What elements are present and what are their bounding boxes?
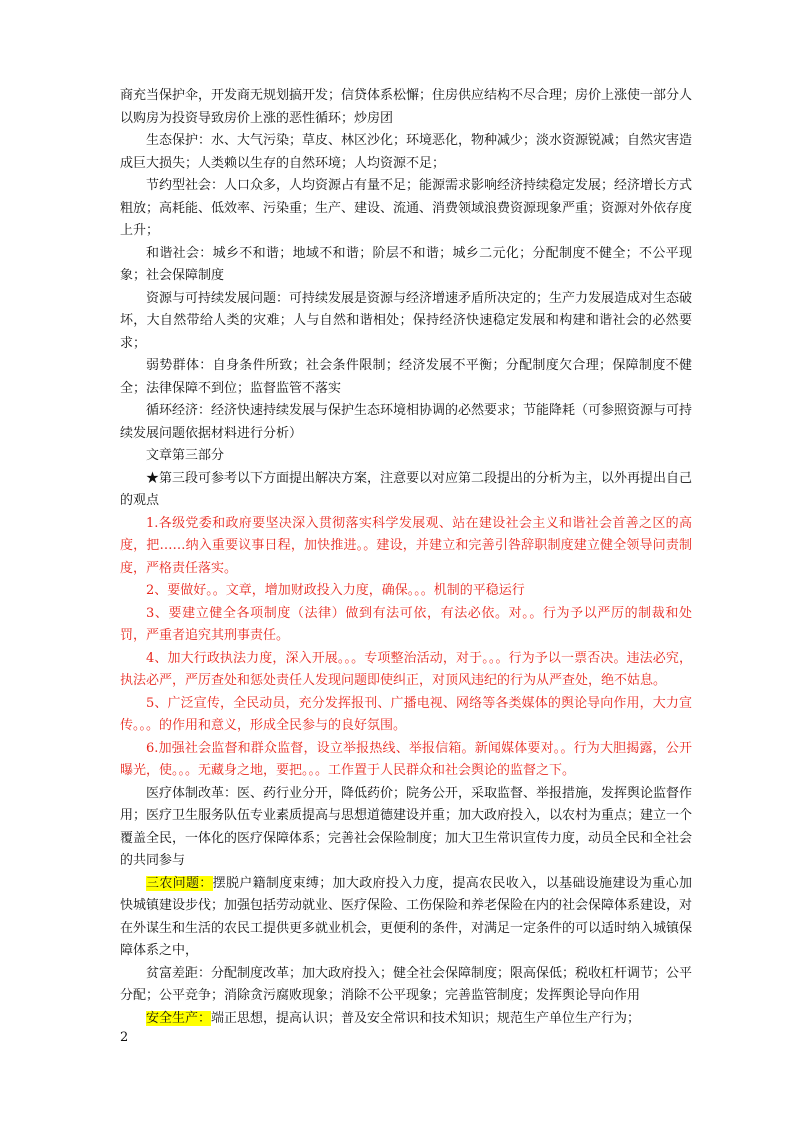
- paragraph-text: 6.加强社会监督和群众监督，设立举报热线、举报信箱。新闻媒体要对。。行为大胆揭露，公开曝光，使。。。无藏身之地，要把。。。工作置于人民群众和社会舆论的监督之下。: [120, 740, 692, 778]
- paragraph-text: 贫富差距：分配制度改革；加大政府投入；健全社会保障制度；限高保低；税收杠杆调节；公平分配；公平竞争；消除贪污腐败现象；消除不公平现象；完善监管制度；发挥舆论导向作用: [120, 965, 693, 1003]
- paragraph-text: 文章第三部分: [146, 448, 225, 463]
- paragraph-text: 弱势群体：自身条件所致；社会条件限制；经济发展不平衡；分配制度欠合理；保障制度不健全；法律保障不到位；监督监管不落实: [120, 358, 692, 396]
- highlighted-heading: 安全生产：: [146, 1010, 212, 1026]
- paragraph: [120, 175, 692, 243]
- paragraph: [120, 288, 692, 356]
- paragraph: [120, 243, 692, 288]
- paragraph: [120, 738, 692, 783]
- paragraph: [120, 468, 692, 513]
- paragraph-text: ★第三段可参考以下方面提出解决方案，注意要以对应第二段提出的分析为主，以外再提出自己的观点: [120, 470, 693, 508]
- paragraph-text: 节约型社会：人口众多，人均资源占有量不足；能源需求影响经济持续稳定发展；经济增长方式粗放；高耗能、低效率、污染重；生产、建设、流通、消费领域浪费资源现象严重；资源对外依存度上升；: [120, 178, 693, 238]
- paragraph-text: 资源与可持续发展问题：可持续发展是资源与经济增速矛盾所决定的；生产力发展造成对生态破坏，大自然带给人类的灾难；人与自然和谐相处；保持经济快速稳定发展和构建和谐社会的必然要求；: [120, 290, 693, 351]
- paragraph: [120, 1008, 692, 1031]
- paragraph-text: 1.各级党委和政府要坚决深入贯彻落实科学发展观、站在建设社会主义和谐社会首善之区的高度，把……纳入重要议事日程，加快推进。。建设，并建立和完善引咎辞职制度建立健全领导问责制度，严格责任落实。: [120, 515, 692, 576]
- paragraph-text: 4、加大行政执法力度，深入开展。。。专项整治活动，对于。。。行为予以一票否决。违法必究，执法必严，严厉查处和惩处责任人发现问题即使纠正，对顶风违纪的行为从严查处，绝不姑息。: [120, 650, 692, 688]
- paragraph: [120, 130, 692, 175]
- paragraph-text: 医疗体制改革：医、药行业分开，降低药价；院务公开，采取监督、举报措施，发挥舆论监督作用；医疗卫生服务队伍专业素质提高与思想道德建设并重；加大政府投入，以农村为重点；建立一个覆盖全民，一体化的医疗保障体系；完善社会保险制度；加大卫生常识宣传力度，动员全民和全社会的共同参与: [120, 785, 693, 868]
- paragraph: [120, 648, 692, 693]
- paragraph-text: 生态保护：水、大气污染；草皮、林区沙化；环境恶化，物种减少；淡水资源锐减；自然灾害造成巨大损失；人类赖以生存的自然环境；人均资源不足；: [120, 133, 693, 171]
- paragraph: [120, 603, 692, 648]
- paragraph-text: 循环经济：经济快速持续发展与保护生态环境相协调的必然要求；节能降耗（可参照资源与可持续发展问题依据材料进行分析）: [120, 403, 693, 441]
- paragraph: [120, 873, 692, 963]
- paragraph: [120, 580, 692, 603]
- highlighted-heading: 三农问题：: [146, 875, 213, 891]
- paragraph-text: 摆脱户籍制度束缚；加大政府投入力度，提高农民收入，以基础设施建设为重心加快城镇建设步伐；加强包括劳动就业、医疗保险、工伤保险和养老保险在内的社会保障体系建设，对在外谋生和生活的农民工提供更多就业机会，更便利的条件，对满足一定条件的可以适时纳入城镇保障体系之中，: [120, 875, 693, 958]
- paragraph-text: 2、要做好。。文章，增加财政投入力度，确保。。。机制的平稳运行: [146, 583, 525, 598]
- paragraph-text: 5、广泛宣传，全民动员，充分发挥报刊、广播电视、网络等各类媒体的舆论导向作用，大力宣传。。。的作用和意义，形成全民参与的良好氛围。: [120, 695, 692, 733]
- paragraph-text: 3、要建立健全各项制度（法律）做到有法可依，有法必依。对。。行为予以严厉的制裁和处罚，严重者追究其刑事责任。: [120, 605, 692, 643]
- paragraph: [120, 963, 692, 1008]
- paragraph: [120, 783, 692, 873]
- paragraph-text: 商充当保护伞，开发商无规划搞开发；信贷体系松懈；住房供应结构不尽合理；房价上涨使一部分人以购房为投资导致房价上涨的恶性循环；炒房团: [120, 88, 693, 126]
- document-body: [120, 85, 692, 1030]
- paragraph: [120, 693, 692, 738]
- paragraph: [120, 400, 692, 445]
- paragraph: [120, 513, 692, 581]
- paragraph: [120, 355, 692, 400]
- paragraph: [120, 85, 692, 130]
- paragraph-text: 和谐社会：城乡不和谐；地域不和谐；阶层不和谐；城乡二元化；分配制度不健全；不公平现象；社会保障制度: [120, 245, 692, 283]
- paragraph-text: 端正思想，提高认识；普及安全常识和技术知识；规范生产单位生产行为；: [211, 1010, 641, 1026]
- paragraph: [120, 445, 692, 468]
- page-number: 2: [120, 1030, 129, 1045]
